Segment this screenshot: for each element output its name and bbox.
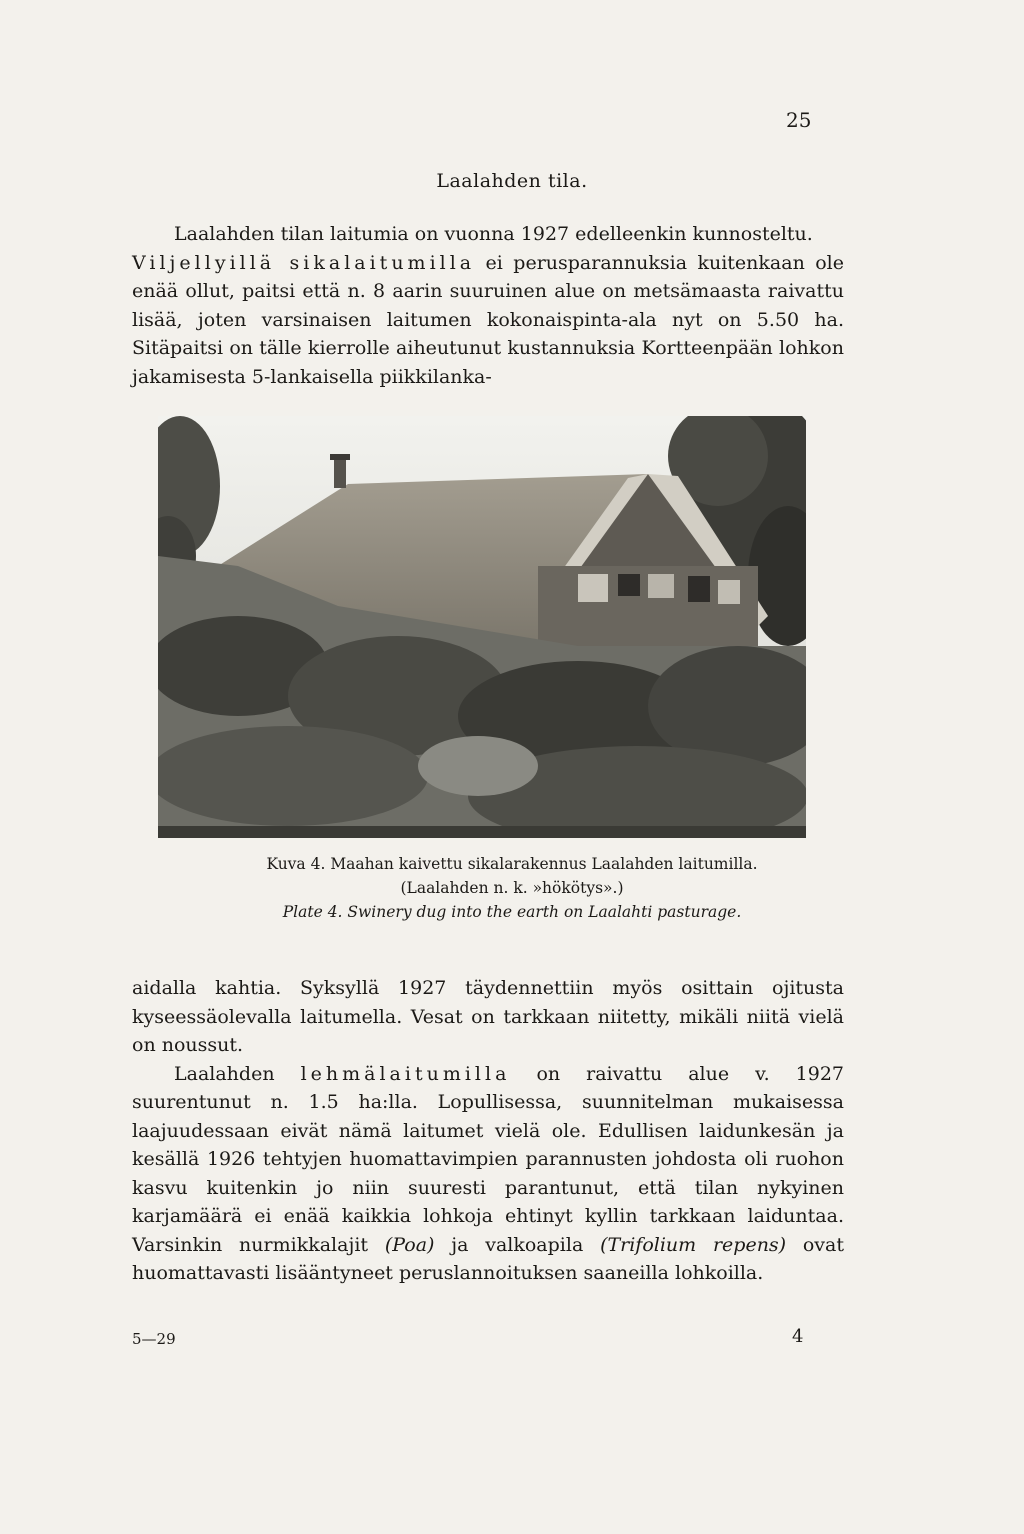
paragraph-intro: Laalahden tilan laitumia on vuonna 1927 edelleenkin kunnosteltu. [174, 223, 813, 245]
caption-finnish-line1: Kuva 4. Maahan kaivettu sikalarakennus Laalahden laitumilla. [266, 855, 758, 873]
photo-caption [0, 852, 1024, 924]
paragraph-cow-pastures [132, 1060, 844, 1288]
caption-finnish-line2: (Laalahden n. k. »hökötys».) [400, 879, 624, 897]
swinery-photo-image [158, 416, 806, 838]
paragraph-pig-pastures [132, 249, 844, 392]
cow-pastures-start: Laalahden [174, 1062, 301, 1085]
cow-pastures-and: ja valkoapila [434, 1233, 601, 1256]
cow-pastures-end: ovat huomattavasti lisääntyneet peruslannoituksen saaneilla lohkoilla. [132, 1233, 845, 1284]
emphasis-cow-pastures: lehmälaitumilla [300, 1062, 511, 1085]
cow-pastures-mid: on raivattu alue v. 1927 suurentunut n. 1.5 ha:lla. Lopullisessa, suunnitelman mukaisessa laajuudessaan eivät nämä laitumet vielä ole. Edullisen laidunkesän ja kesällä 1926 tehtyjen huomattavimpien parannusten johdosta oli ruohon kasvu kuitenkin jo niin suuresti parantunut, että tilan nykyinen karjamäärä ei enää kaikkia lohkoja ehtinyt kyllin tarkkaan laiduntaa. Varsinkin nurmikkalajit [132, 1062, 844, 1256]
footer-sheet-number: 4 [792, 1326, 804, 1347]
paragraph-pig-pastures-text: ei perusparannuksia kuitenkaan ole enää ollut, paitsi että n. 8 aarin suuruinen alue on metsämaasta raivattu lisää, joten varsinaisen laitumen kokonaispinta-ala nyt on 5.50 ha. Sitäpaitsi on tälle kierrolle aiheutunut kustannuksia Kortteenpään lohkon jakamisesta 5-lankaisella piikkilanka- [132, 251, 844, 388]
page-number: 25 [786, 108, 812, 132]
caption-english: Plate 4. Swinery dug into the earth on Laalahti pasturage. [282, 903, 742, 921]
emphasis-pig-pastures: Viljellyillä sikalaitumilla [132, 251, 476, 274]
bottom-paragraphs [132, 974, 844, 1288]
footer-signature-mark: 5—29 [132, 1330, 176, 1348]
swinery-photo [158, 416, 806, 838]
species-trifolium: (Trifolium repens) [600, 1233, 787, 1256]
section-heading: Laalahden tila. [436, 170, 588, 192]
top-paragraph [132, 220, 844, 391]
species-poa: (Poa) [384, 1233, 435, 1256]
paragraph-fence: aidalla kahtia. Syksyllä 1927 täydennettiin myös osittain ojitusta kyseessäolevalla laitumella. Vesat on tarkkaan niitetty, mikäli niitä vielä on noussut. [132, 977, 844, 1056]
